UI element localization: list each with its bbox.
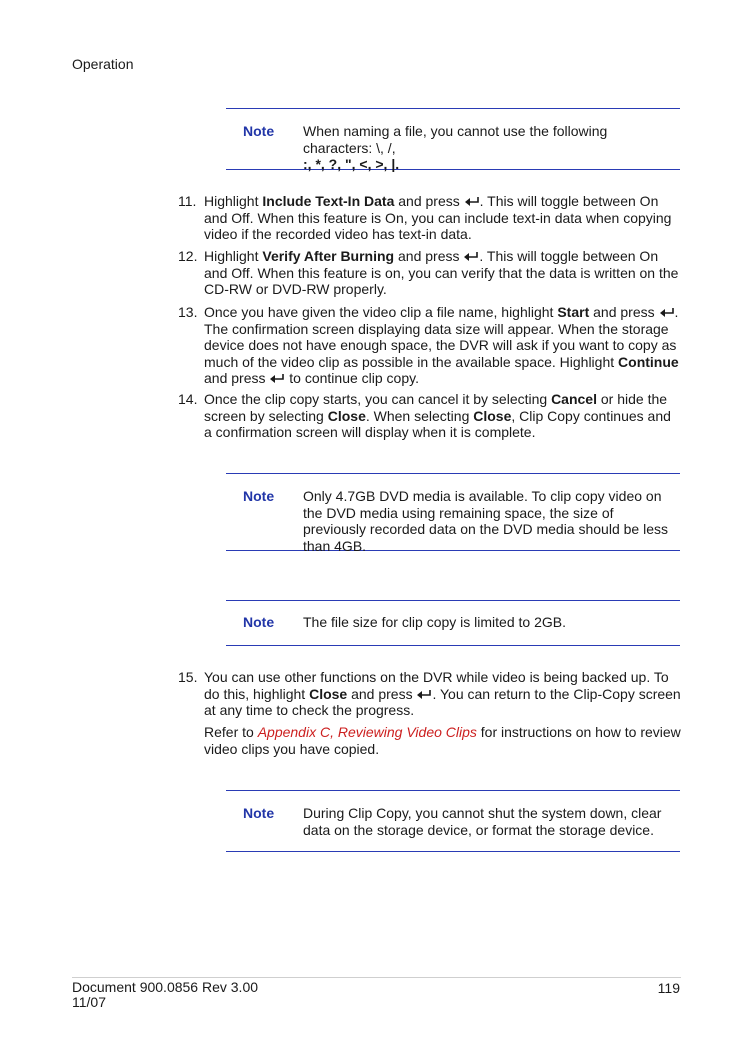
- step-text: You can use other functions on the DVR while video is being backed up. To do this, highlight Close and press . You can return to the Clip-Copy screen at any time to check the progress.: [204, 669, 681, 718]
- step-12: [178, 248, 682, 298]
- menu-option-cancel: Cancel: [551, 391, 597, 407]
- step-14: [178, 391, 682, 441]
- step-15: [178, 669, 682, 719]
- menu-option-verify-after-burning: Verify After Burning: [262, 248, 395, 264]
- step-number: 14.: [178, 391, 198, 407]
- step-text: Once you have given the video clip a file name, highlight Start and press . The confirmation screen displaying data size will appear. When the storage device does not have enough space, the DVR will ask if you want to copy as much of the video clip as possible in the available space. Highlight Continue and press to continue clip copy.: [204, 304, 679, 386]
- document-number: Document 900.0856 Rev 3.00: [72, 979, 259, 995]
- step-11: [178, 193, 682, 243]
- refer-paragraph: Refer to Appendix C, Reviewing Video Clips for instructions on how to review video clips you have copied.: [204, 724, 681, 757]
- note-box-clip-copy-restrictions: [226, 790, 680, 852]
- enter-key-icon: [464, 196, 480, 207]
- menu-option-continue: Continue: [618, 353, 679, 370]
- note-text: During Clip Copy, you cannot shut the system down, clear data on the storage device, or format the storage device.: [303, 805, 662, 838]
- page-number: 119: [657, 980, 680, 996]
- menu-option-include-text-in-data: Include Text-In Data: [262, 193, 395, 209]
- enter-key-icon: [659, 307, 675, 318]
- note-text: Only 4.7GB DVD media is available. To clip copy video on the DVD media using remaining space, the size of previously recorded data on the DVD media should be less than 4GB.: [303, 488, 668, 554]
- step-number: 13.: [178, 304, 198, 320]
- document-date: 11/07: [72, 993, 106, 1010]
- note-label: Note: [243, 805, 275, 821]
- note-box-dvd-media: [226, 473, 680, 554]
- note-box-file-naming: [226, 108, 680, 170]
- note-label: Note: [243, 123, 275, 139]
- step-number: 15.: [178, 669, 198, 685]
- footer-rule: [72, 977, 681, 978]
- menu-option-start: Start: [557, 304, 590, 320]
- step-text: Highlight Include Text-In Data and press . This will toggle between On and Off. When this feature is On, you can include text-in data when copying video if the recorded video has text-in data.: [204, 193, 672, 242]
- note-text-line: When naming a file, you cannot use the following characters: \, /,: [303, 123, 608, 156]
- enter-key-icon: [416, 689, 432, 700]
- note-label: Note: [243, 488, 275, 504]
- menu-option-close: Close: [327, 407, 366, 424]
- note-text: The file size for clip copy is limited to 2GB.: [303, 614, 566, 630]
- note-label: Note: [243, 614, 275, 630]
- menu-option-close: Close: [309, 685, 348, 702]
- running-header: Operation: [72, 56, 134, 72]
- forbidden-characters: :, *, ?, ", <, >, |.: [303, 156, 400, 172]
- enter-key-icon: [463, 251, 479, 262]
- step-text: Highlight Verify After Burning and press . This will toggle between On and Off. When this feature is on, you can verify that the data is written on the CD-RW or DVD-RW properly.: [204, 248, 679, 297]
- step-text: Once the clip copy starts, you can cancel it by selecting Cancel or hide the screen by selecting Close. When selecting Close, Clip Copy continues and a confirmation screen will display when it is complete.: [204, 391, 671, 440]
- footer-document-info: [72, 980, 258, 1009]
- enter-key-icon: [269, 373, 285, 384]
- menu-option-close: Close: [473, 407, 512, 424]
- appendix-c-link[interactable]: Appendix C, Reviewing Video Clips: [257, 724, 477, 740]
- step-number: 11.: [178, 193, 197, 209]
- step-13: [178, 304, 682, 387]
- step-number: 12.: [178, 248, 198, 264]
- note-text: [303, 123, 680, 173]
- note-box-file-size: [226, 600, 680, 646]
